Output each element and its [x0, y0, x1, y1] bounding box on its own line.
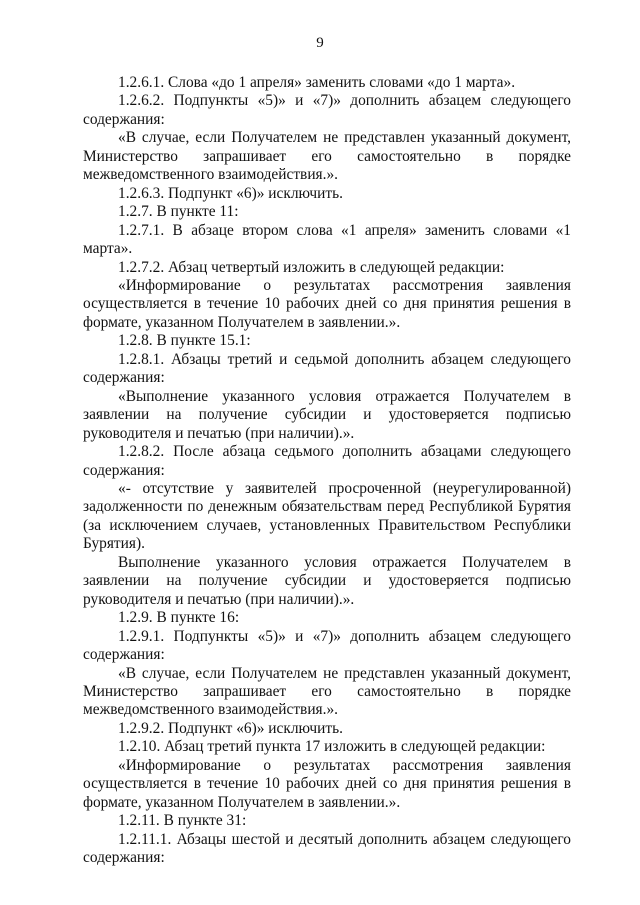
paragraph: 1.2.9. В пункте 16: [118, 609, 240, 627]
paragraph: «- отсутствие у заявителей просроченной (неурегулированной) задолженности по денежным обязательствам перед Республикой Бурятия (за исключением случаев, установленных Правительством Республики Бурятия). [83, 479, 571, 553]
page-number: 9 [316, 35, 324, 51]
paragraph: «В случае, если Получателем не представлен указанный документ, Министерство запрашивает его самостоятельно в порядке межведомственного взаимодействия.». [83, 129, 571, 184]
paragraph: «Информирование о результатах рассмотрения заявления осуществляется в течение 10 рабочих дней со дня принятия решения в формате, указанном Получателем в заявлении.». [83, 276, 571, 331]
paragraph: 1.2.11.1. Абзацы шестой и десятый дополнить абзацем следующего содержания: [83, 830, 571, 867]
paragraph: 1.2.10. Абзац третий пункта 17 изложить в следующей редакции: [118, 738, 546, 756]
paragraph: «Информирование о результатах рассмотрения заявления осуществляется в течение 10 рабочих дней со дня принятия решения в формате, указанном Получателем в заявлении.». [83, 756, 571, 811]
paragraph: 1.2.6.3. Подпункт «6)» исключить. [118, 184, 343, 202]
paragraph: «Выполнение указанного условия отражается Получателем в заявлении на получение субсидии и удостоверяется подписью руководителя и печатью (при наличии).». [83, 387, 571, 442]
paragraph: 1.2.7.1. В абзаце втором слова «1 апреля» заменить словами «1 марта». [83, 221, 571, 258]
paragraph: Выполнение указанного условия отражается Получателем в заявлении на получение субсидии и удостоверяется подписью руководителя и печатью (при наличии).». [83, 553, 571, 608]
paragraph: «В случае, если Получателем не представлен указанный документ, Министерство запрашивает его самостоятельно в порядке межведомственного взаимодействия.». [83, 664, 571, 719]
paragraph: 1.2.6.1. Слова «до 1 апреля» заменить словами «до 1 марта». [118, 74, 516, 91]
paragraph: 1.2.8.1. Абзацы третий и седьмой дополнить абзацем следующего содержания: [83, 350, 571, 387]
paragraph: 1.2.9.1. Подпункты «5)» и «7)» дополнить абзацем следующего содержания: [83, 627, 571, 664]
document-body [83, 74, 571, 867]
paragraph: 1.2.7. В пункте 11: [118, 203, 239, 221]
paragraph: 1.2.6.2. Подпункты «5)» и «7)» дополнить абзацем следующего содержания: [83, 92, 571, 128]
paragraph: 1.2.9.2. Подпункт «6)» исключить. [118, 719, 343, 737]
paragraph: 1.2.8. В пункте 15.1: [118, 332, 251, 350]
paragraph: 1.2.11. В пункте 31: [118, 812, 247, 830]
paragraph: 1.2.7.2. Абзац четвертый изложить в следующей редакции: [118, 258, 505, 276]
paragraph: 1.2.8.2. После абзаца седьмого дополнить абзацами следующего содержания: [83, 443, 571, 479]
